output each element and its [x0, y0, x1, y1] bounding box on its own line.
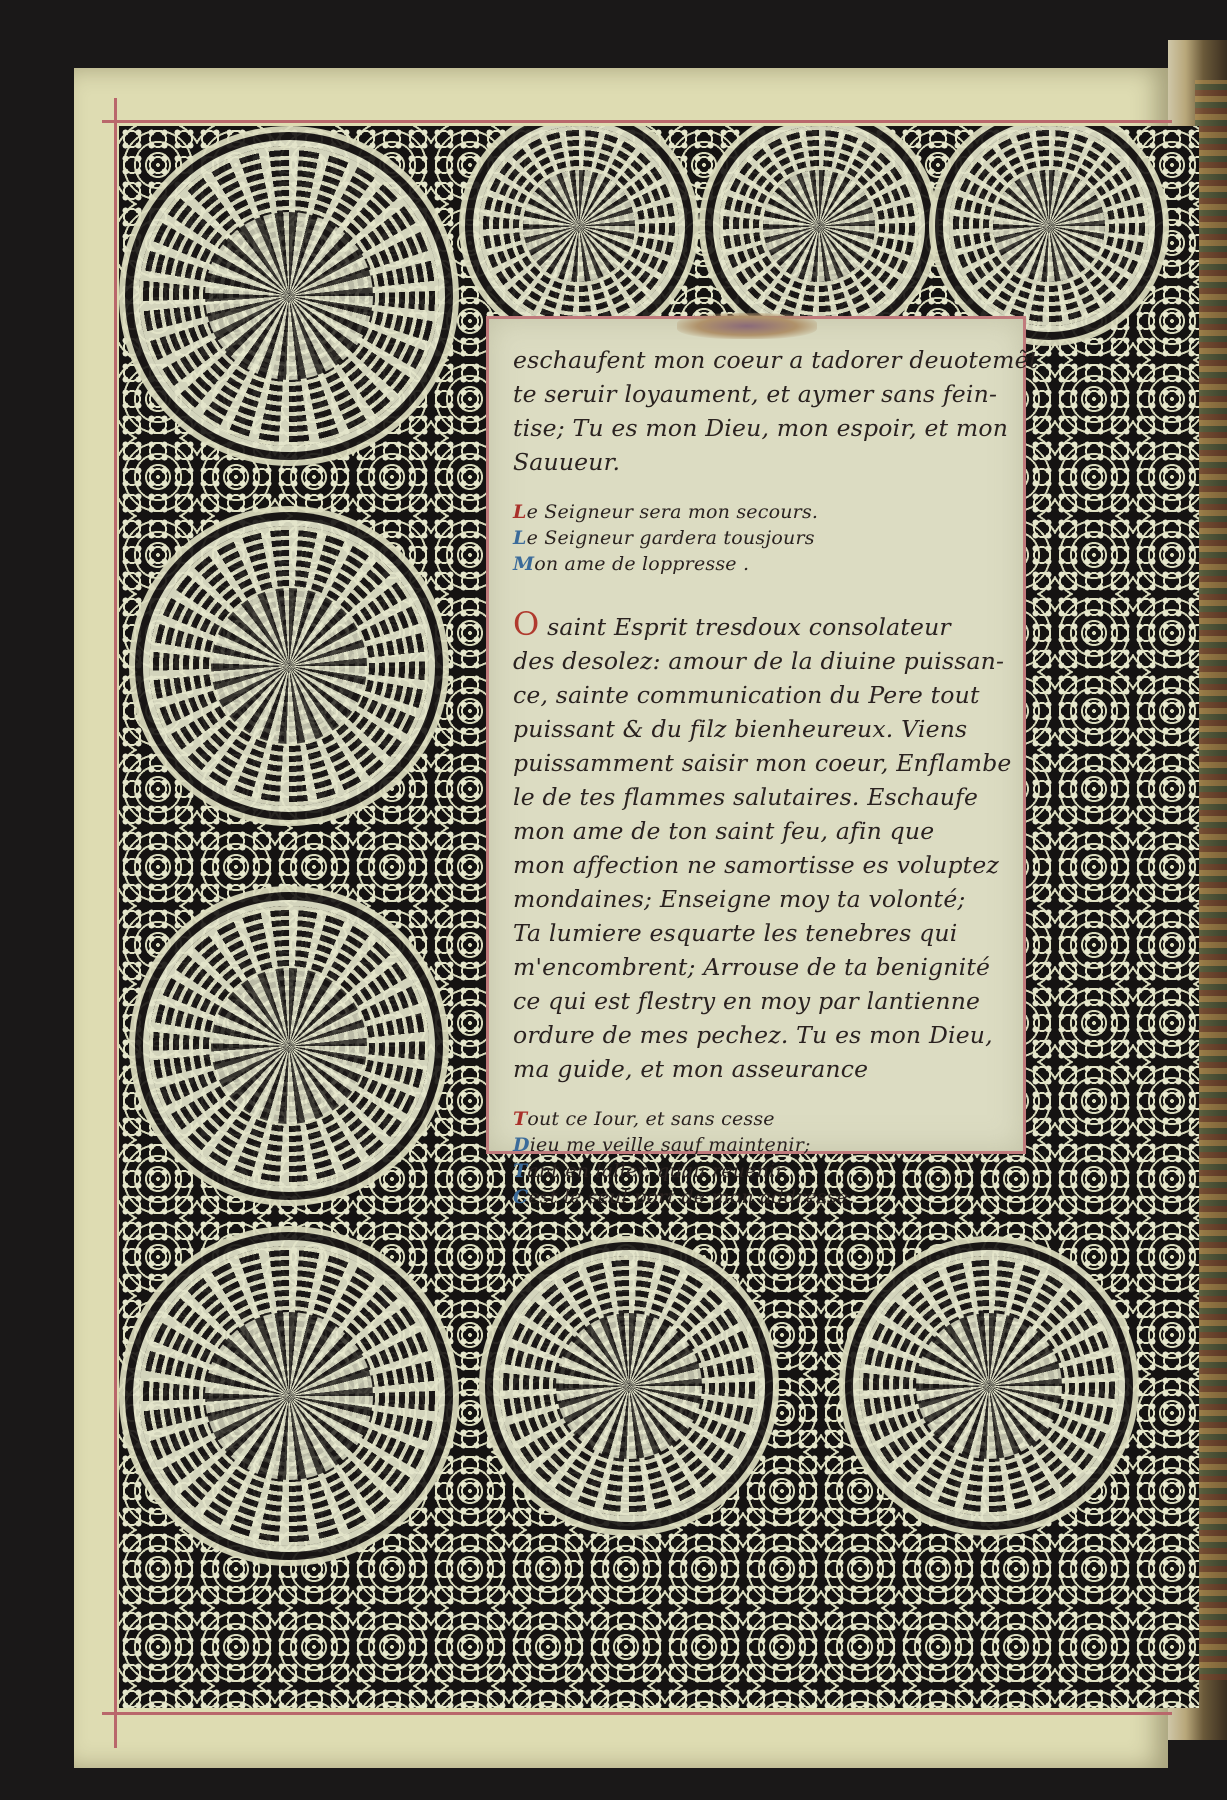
- prayer-line: [513, 607, 1013, 644]
- prayer-line: ce, sainte communication du Pere tout: [513, 681, 980, 709]
- verse-text: e Seigneur sera mon secours.: [526, 501, 819, 523]
- verse-initial: T: [513, 1108, 528, 1130]
- verse-line: [513, 1106, 1013, 1132]
- verse-line: [513, 551, 1013, 577]
- lace-medallion-top-right: [719, 126, 919, 326]
- verse-block-1: [513, 499, 1013, 577]
- frame-rule-left: [114, 98, 117, 1748]
- prayer-line: ordure de mes pechez. Tu es mon Dieu,: [513, 1021, 993, 1049]
- frame-rule-top: [102, 120, 1172, 123]
- prayer-line: mon affection ne samortisse es voluptez: [513, 851, 1000, 879]
- prayer-line: ma guide, et mon asseurance: [513, 1055, 869, 1083]
- prayer-line: te seruir loyaument, et aymer sans fein-: [513, 380, 998, 408]
- facing-page-illumination: [1195, 80, 1227, 1680]
- verse-initial: C: [513, 1186, 529, 1208]
- prayer-line: Sauueur.: [513, 448, 621, 476]
- verse-initial: T: [513, 1160, 528, 1182]
- lace-medallion-bottom-right: [859, 1256, 1119, 1516]
- verse-initial: D: [513, 1134, 530, 1156]
- prayer-line: ce qui est flestry en moy par lantienne: [513, 987, 981, 1015]
- prayer-line: eschaufent mon coeur a tadorer deuotemẽt: [513, 346, 1039, 374]
- prayer-line: tise; Tu es mon Dieu, mon espoir, et mon: [513, 414, 1009, 442]
- prayer-line: le de tes flammes salutaires. Eschaufe: [513, 783, 979, 811]
- verse-initial: L: [513, 527, 527, 549]
- verse-text: out ce Iour, et sans cesse: [527, 1108, 775, 1130]
- prayer-line: des desolez: amour de la diuine puissan-: [513, 647, 1005, 675]
- verse-text: est le seul port de mon addresse.: [528, 1186, 855, 1208]
- manuscript-page: [74, 68, 1168, 1768]
- verse-line: [513, 1158, 1013, 1184]
- verse-text: e Seigneur gardera tousjours: [526, 527, 815, 549]
- parchment-stain: [677, 313, 817, 339]
- prayer-line: m'encombrent; Arrouse de ta benignité: [513, 953, 991, 981]
- prayer-line: mondaines; Enseigne moy ta volonté;: [513, 885, 966, 913]
- verse-block-2: [513, 1106, 1013, 1210]
- verse-line: [513, 1184, 1013, 1210]
- prayer-line: mon ame de ton saint feu, afin que: [513, 817, 935, 845]
- text-panel: [486, 316, 1039, 1208]
- decorated-initial: O: [513, 605, 540, 643]
- verse-text: ant en laller, quau reuenir: [527, 1160, 785, 1182]
- verse-text: on ame de loppresse .: [534, 553, 750, 575]
- frame-rule-bottom: [102, 1712, 1172, 1715]
- prayer-text: [513, 343, 1039, 1210]
- lace-medallion-top-center: [479, 126, 679, 326]
- verse-text: ieu me veille sauf maintenir;: [529, 1134, 811, 1156]
- prayer-line: puissamment saisir mon coeur, Enflambe: [513, 749, 1012, 777]
- prayer-line: Ta lumiere esquarte les tenebres qui: [513, 919, 958, 947]
- verse-line: [513, 525, 1013, 551]
- verse-initial: M: [513, 553, 535, 575]
- lace-medallion-top-far-right: [949, 126, 1149, 326]
- verse-initial: L: [513, 501, 527, 523]
- lace-medallion-bottom-center: [499, 1256, 759, 1516]
- lace-medallion-left-lower: [149, 906, 429, 1186]
- verse-line: [513, 1132, 1013, 1158]
- verse-line: [513, 499, 1013, 525]
- lace-medallion-bottom-left: [139, 1246, 439, 1546]
- lace-medallion-left-upper: [149, 526, 429, 806]
- lace-medallion-top-left: [139, 146, 439, 446]
- prayer-text-first: saint Esprit tresdoux consolateur: [539, 613, 951, 641]
- prayer-line: puissant & du filz bienheureux. Viens: [513, 715, 968, 743]
